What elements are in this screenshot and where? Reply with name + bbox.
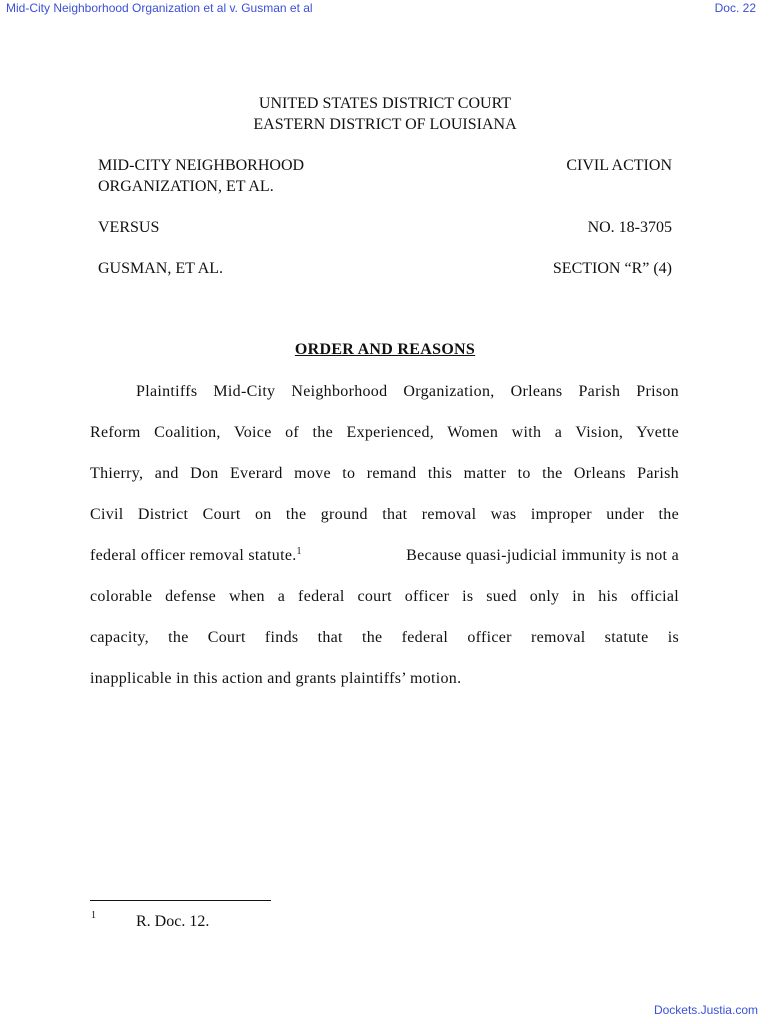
body-line-1: Plaintiffs Mid-City Neighborhood Organization, Orleans Parish Prison	[136, 383, 679, 400]
footnote-divider	[90, 900, 271, 901]
defendant-name: GUSMAN, ET AL.	[98, 260, 224, 277]
body-line-5-end: Because quasi-judicial immunity is not a	[406, 547, 679, 564]
court-district: EASTERN DISTRICT OF LOUISIANA	[253, 116, 517, 133]
plaintiff-name-line1: MID-CITY NEIGHBORHOOD	[98, 157, 305, 174]
body-line-7: capacity, the Court finds that the federal officer removal statute is	[90, 629, 679, 646]
footnote-text: R. Doc. 12.	[136, 913, 210, 930]
body-line-6: colorable defense when a federal court officer is sued only in his official	[90, 588, 679, 605]
section-label: SECTION “R” (4)	[552, 260, 672, 277]
action-type: CIVIL ACTION	[566, 157, 672, 174]
body-line-5	[90, 546, 679, 566]
court-name: UNITED STATES DISTRICT COURT	[258, 95, 512, 112]
case-title-link[interactable]: Mid-City Neighborhood Organization et al v. Gusman et al	[6, 1, 313, 15]
footnote-reference: 1	[296, 546, 302, 557]
footnote-number: 1	[91, 910, 96, 921]
plaintiff-name-line2: ORGANIZATION, ET AL.	[98, 178, 274, 195]
versus-label: VERSUS	[98, 219, 160, 236]
doc-number-link[interactable]: Doc. 22	[714, 1, 756, 15]
order-title: ORDER AND REASONS	[294, 341, 476, 358]
justia-source-link[interactable]: Dockets.Justia.com	[653, 1003, 758, 1017]
body-line-4: Civil District Court on the ground that removal was improper under the	[90, 506, 679, 523]
body-line-3: Thierry, and Don Everard move to remand this matter to the Orleans Parish	[90, 465, 679, 482]
body-line-8: inapplicable in this action and grants plaintiffs’ motion.	[90, 670, 462, 687]
case-number: NO. 18-3705	[587, 219, 672, 236]
body-line-5-start: federal officer removal statute.	[90, 547, 297, 564]
body-line-2: Reform Coalition, Voice of the Experienced, Women with a Vision, Yvette	[90, 424, 679, 441]
